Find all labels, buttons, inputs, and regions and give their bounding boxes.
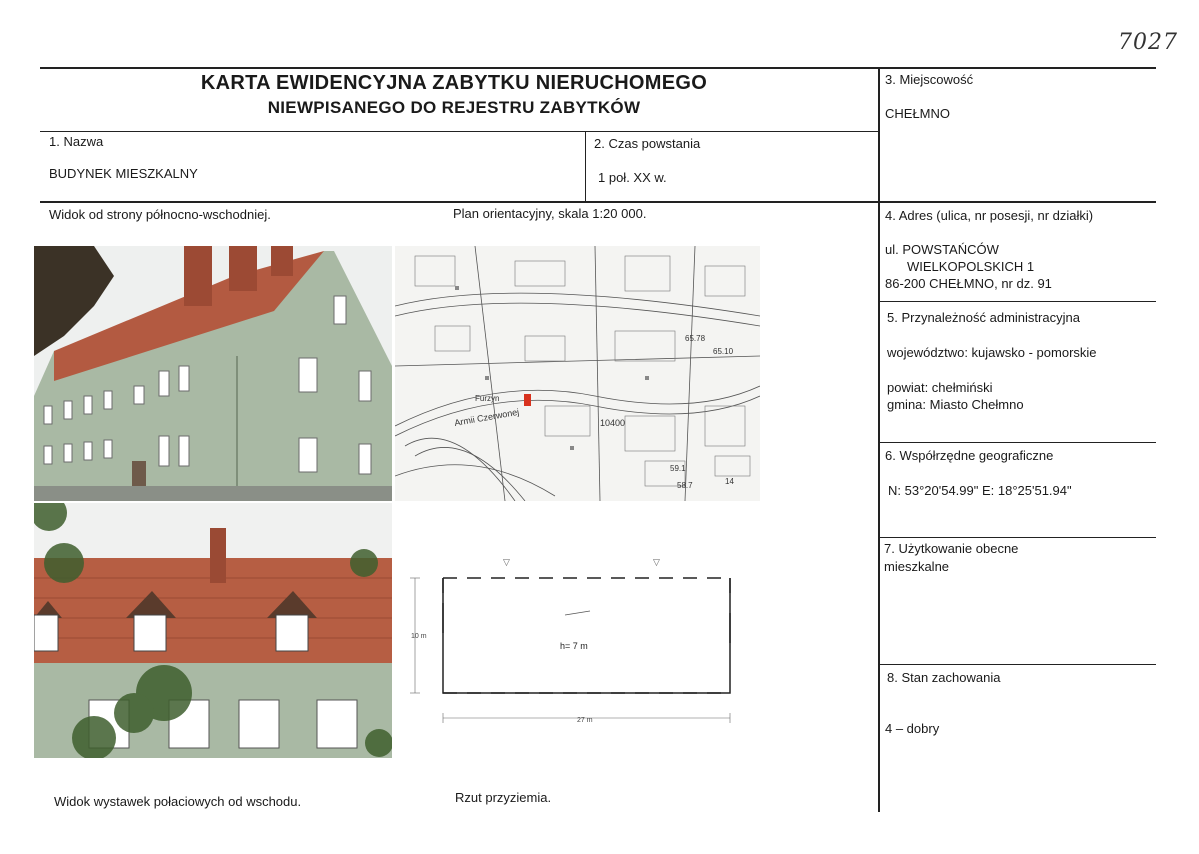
map-illustration xyxy=(395,246,760,501)
field-admin-voivodeship: województwo: kujawsko - pomorskie xyxy=(887,345,1097,360)
field-name-label: 1. Nazwa xyxy=(49,134,104,149)
field-condition-label: 8. Stan zachowania xyxy=(887,670,1001,685)
field-name-value: BUDYNEK MIESZKALNY xyxy=(49,166,198,181)
floor-plan-height: h= 7 m xyxy=(560,641,588,651)
map-number-label: 59.1 xyxy=(670,464,686,473)
building-illustration xyxy=(34,246,392,501)
caption-map: Plan orientacyjny, skala 1:20 000. xyxy=(453,206,647,221)
right-sep-7 xyxy=(880,537,1156,538)
map-number-label: 65.78 xyxy=(685,334,706,343)
field-usage-value: mieszkalne xyxy=(884,559,950,574)
card-title: KARTA EWIDENCYJNA ZABYTKU NIERUCHOMEGO xyxy=(200,72,708,94)
svg-text:▽: ▽ xyxy=(653,557,660,567)
frame-vertical-divider xyxy=(878,67,880,812)
field-admin-commune: gmina: Miasto Chełmno xyxy=(887,397,1024,412)
field-admin-label: 5. Przynależność administracyjna xyxy=(887,310,1080,325)
floor-plan-illustration xyxy=(395,503,760,758)
field-usage-label: 7. Użytkowanie obecne xyxy=(884,541,1019,556)
map-street-label: Armii Czerwonej xyxy=(453,406,520,428)
field-coordinates-value: N: 53°20'54.99" E: 18°25'51.94" xyxy=(888,483,1072,498)
field-address-label: 4. Adres (ulica, nr posesji, nr działki) xyxy=(885,208,1094,223)
caption-photo-bottom: Widok wystawek połaciowych od wschodu. xyxy=(54,794,302,809)
field-address-line3: 86-200 CHEŁMNO, nr dz. 91 xyxy=(885,276,1052,291)
photo-roof-dormers-east xyxy=(34,503,392,758)
handwritten-number: 7027 xyxy=(1118,30,1178,55)
title-bottom-line xyxy=(40,131,878,132)
map-street-label: Furzyn xyxy=(475,394,500,403)
field-address-line1: ul. POWSTAŃCÓW xyxy=(885,242,999,257)
map-location-marker xyxy=(524,394,531,406)
right-sep-6 xyxy=(880,442,1156,443)
floor-plan-drawing xyxy=(395,503,760,758)
map-number-label: 14 xyxy=(725,477,734,486)
name-date-divider xyxy=(585,131,586,202)
floor-plan-width: 27 m xyxy=(577,717,593,724)
field-address-line2: WIELKOPOLSKICH 1 xyxy=(907,259,1035,274)
field-condition-value: 4 – dobry xyxy=(885,721,940,736)
right-sep-8 xyxy=(880,664,1156,665)
frame-top-line xyxy=(40,67,1156,69)
floor-plan-depth: 10 m xyxy=(411,633,427,640)
field-locality-label: 3. Miejscowość xyxy=(885,72,974,87)
field-date-value: 1 poł. XX w. xyxy=(598,170,667,185)
caption-floor-plan: Rzut przyziemia. xyxy=(455,790,552,805)
photo-building-northeast xyxy=(34,246,392,501)
orientation-map xyxy=(395,246,760,501)
svg-text:▽: ▽ xyxy=(503,557,510,567)
card-subtitle: NIEWPISANEGO DO REJESTRU ZABYTKÓW xyxy=(267,98,641,117)
map-number-label: 10400 xyxy=(600,418,626,428)
field-date-label: 2. Czas powstania xyxy=(594,136,701,151)
caption-photo-top: Widok od strony północno-wschodniej. xyxy=(49,207,271,222)
field-admin-county: powiat: chełmiński xyxy=(887,380,993,395)
field-coordinates-label: 6. Współrzędne geograficzne xyxy=(885,448,1054,463)
map-number-label: 65.10 xyxy=(713,347,734,356)
map-number-label: 58.7 xyxy=(677,481,693,490)
header-fields-bottom-line xyxy=(40,201,1156,203)
right-sep-5 xyxy=(880,301,1156,302)
dormer-illustration xyxy=(34,503,392,758)
field-locality-value: CHEŁMNO xyxy=(885,106,951,121)
